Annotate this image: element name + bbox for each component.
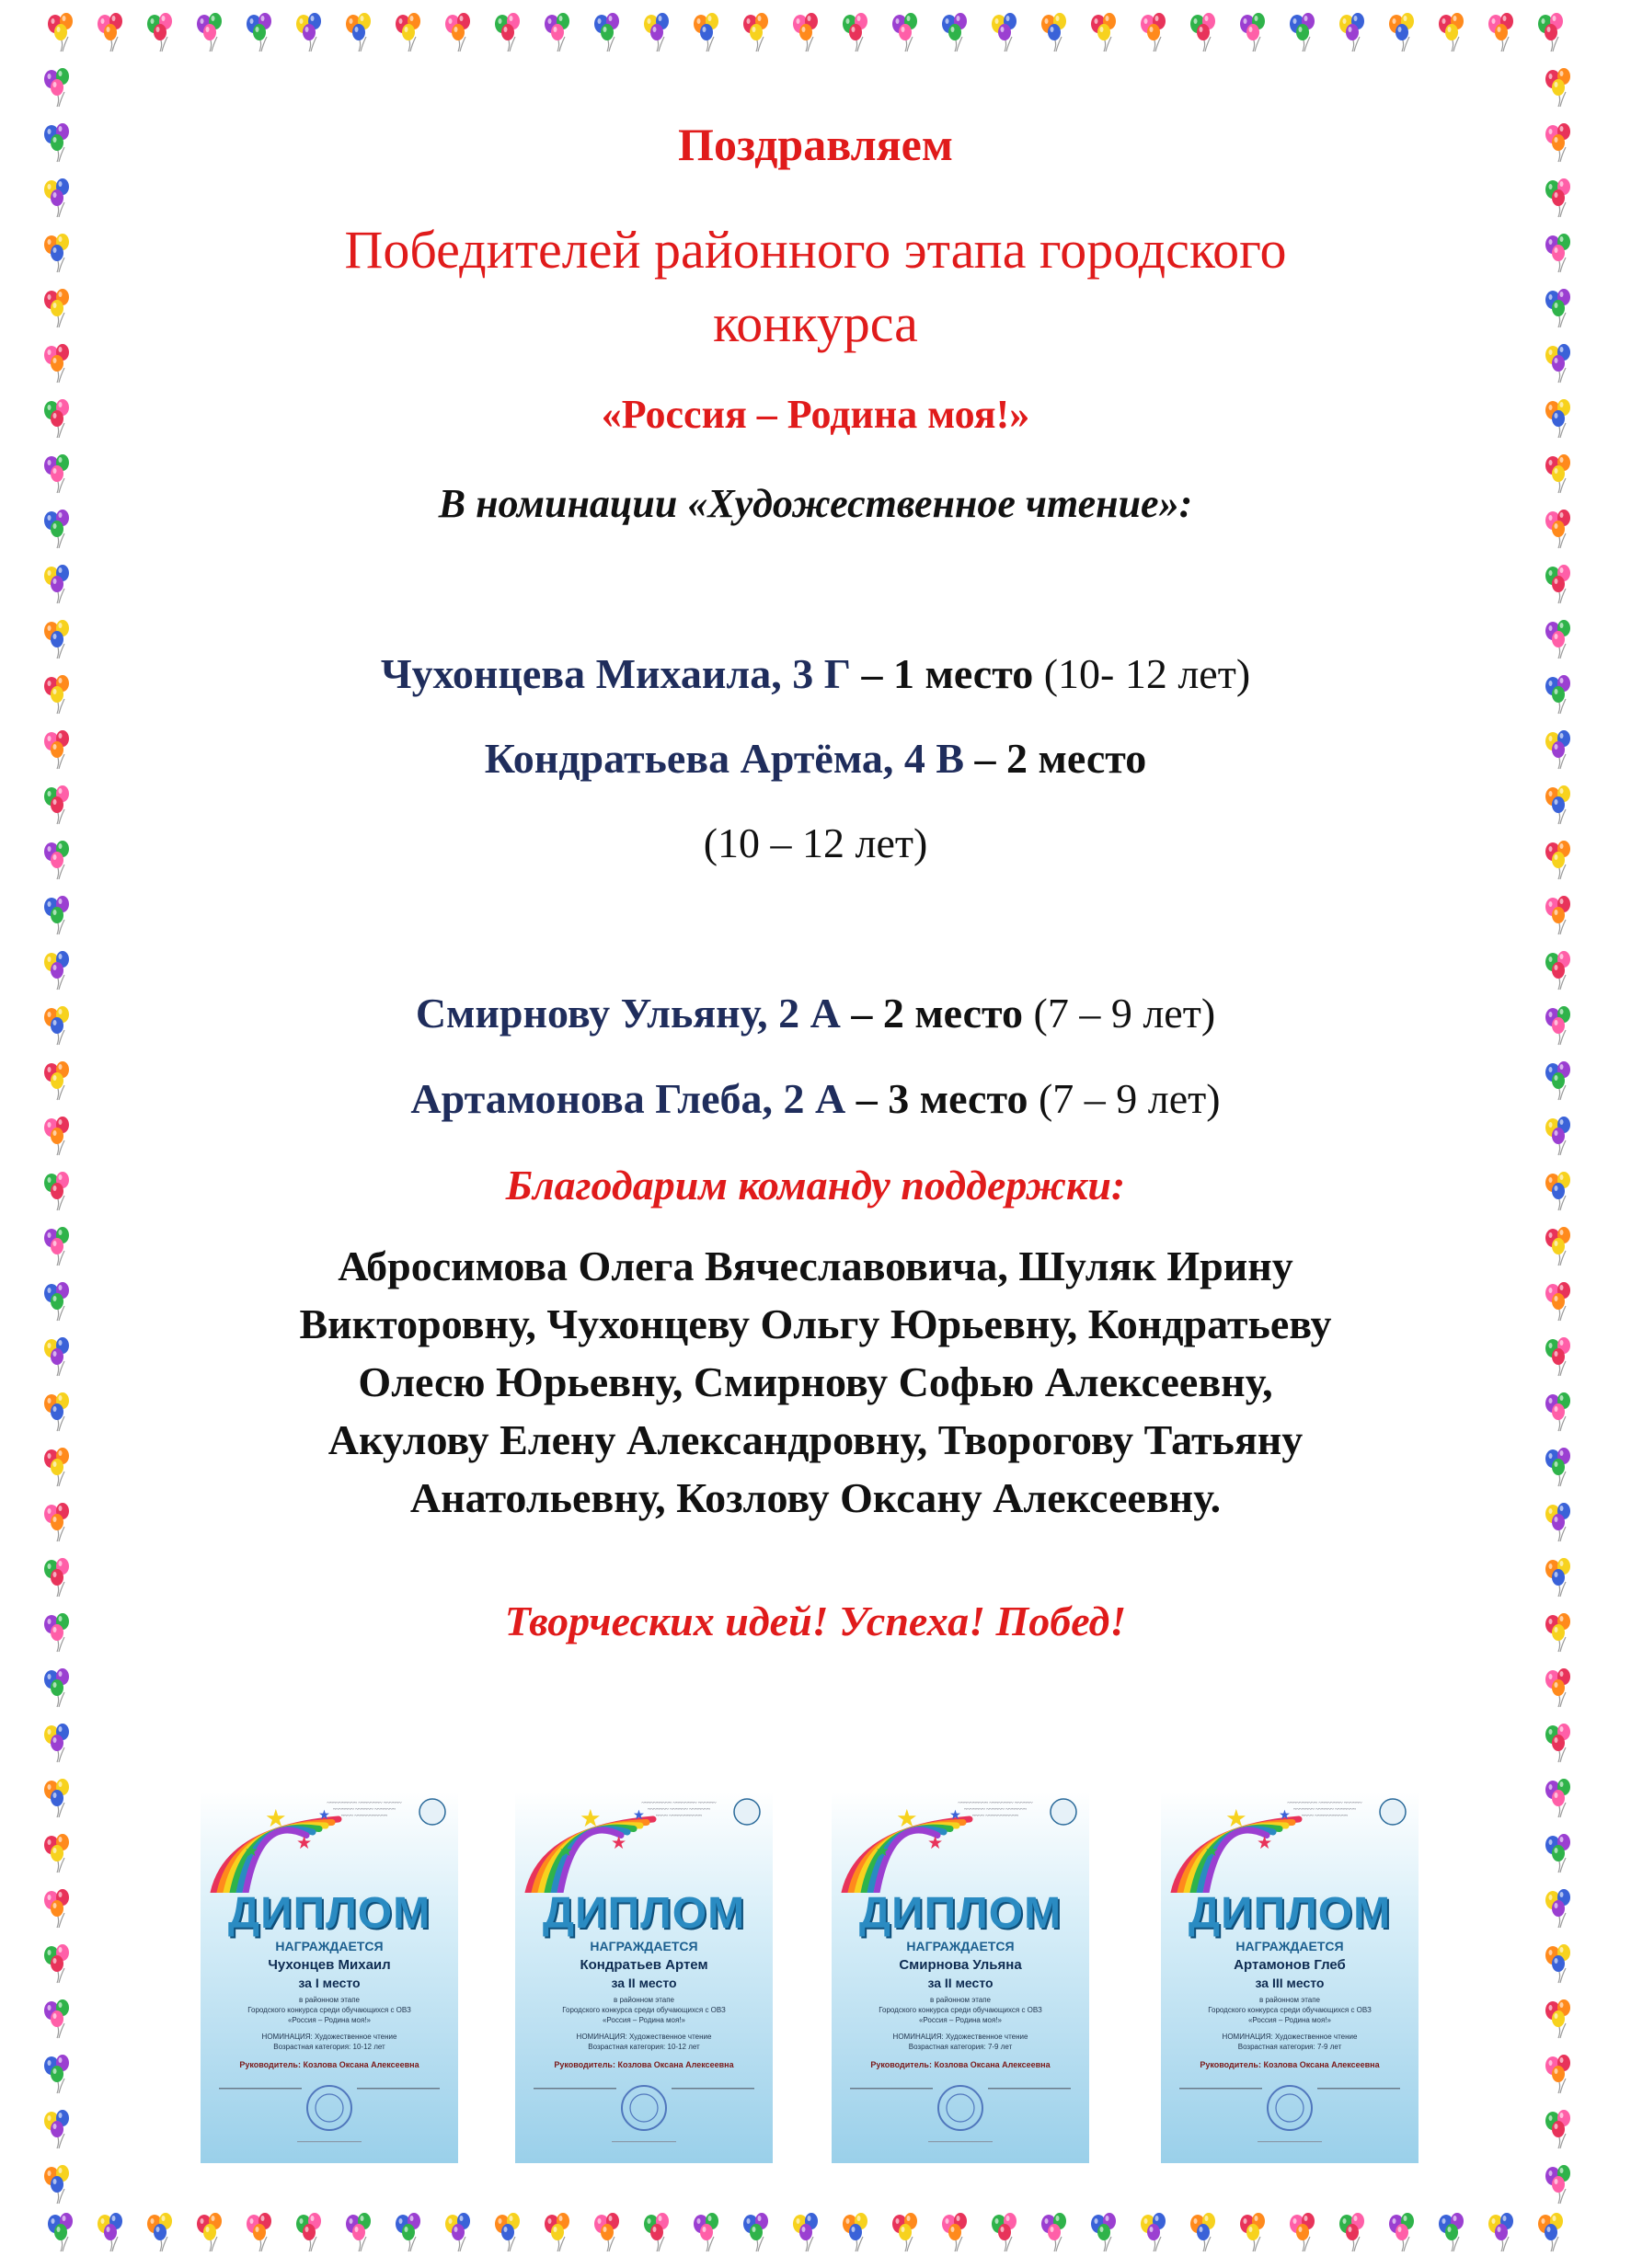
city-year-line: [1258, 2141, 1322, 2142]
diploma-place: за II место: [611, 1976, 677, 1990]
winner-4: [0, 1074, 1631, 1123]
balloon-cluster: [992, 13, 1017, 52]
thanks-line-1: Абросимова Олега Вячеславовича, Шуляк Ирину: [338, 1243, 1293, 1289]
balloon-cluster: [1389, 2213, 1414, 2251]
city-year-line: [612, 2141, 676, 2142]
balloon-cluster: [147, 2213, 172, 2251]
stamp-seal-inner: [630, 2094, 658, 2122]
balloon-cluster: [1545, 1779, 1570, 1817]
diploma-nomination: НОМИНАЦИЯ: Художественное чтение: [892, 2033, 1028, 2041]
balloon-cluster: [98, 2213, 122, 2251]
signature-line: [988, 2088, 1071, 2090]
balloon-cluster: [48, 13, 73, 52]
signature-line: [534, 2088, 616, 2090]
balloon-cluster: [843, 2213, 867, 2251]
thanks-line-4: Акулову Елену Александровну, Творогову Татьяну: [327, 1416, 1304, 1463]
winner-3-place: 2 место: [882, 990, 1024, 1037]
star-icon: ★: [927, 1832, 944, 1853]
diploma-1: [201, 1792, 458, 2163]
diploma-name: Кондратьев Артем: [580, 1957, 708, 1973]
star-icon: ★: [1279, 1808, 1291, 1823]
city-year-line: [928, 2141, 993, 2142]
winner-3-age: (7 – 9 лет): [1023, 990, 1216, 1037]
balloon-cluster: [44, 896, 69, 934]
balloon-cluster: [495, 2213, 520, 2251]
balloon-cluster: [1389, 13, 1414, 52]
balloon-cluster: [247, 2213, 271, 2251]
balloon-cluster: [1141, 13, 1166, 52]
star-icon: ★: [896, 1804, 918, 1833]
balloon-cluster: [1545, 2055, 1570, 2093]
diploma-line-2: Городского конкурса среди обучающихся с ОВЗ: [247, 2006, 411, 2014]
star-icon: ★: [949, 1808, 961, 1823]
winner-2: [0, 734, 1631, 783]
diploma-line-3: «Россия – Родина моя!»: [1247, 2016, 1331, 2024]
balloon-cluster: [44, 951, 69, 990]
thanks-line-5: Анатольевну, Козлову Оксану Алексеевну.: [409, 1474, 1222, 1521]
diploma-title: ДИПЛОМ: [227, 1889, 431, 1938]
balloon-cluster: [396, 13, 420, 52]
balloon-cluster: [644, 2213, 669, 2251]
wish-line: Творческих идей! Успеха! Побед!: [504, 1598, 1127, 1644]
balloon-cluster: [1141, 2213, 1166, 2251]
diploma-line-1: в районном этапе: [1258, 1996, 1320, 2004]
balloon-cluster: [1041, 2213, 1066, 2251]
diploma-line-2: Городского конкурса среди обучающихся с ОВЗ: [562, 2006, 726, 2014]
balloon-cluster: [1545, 2110, 1570, 2148]
balloon-cluster: [247, 13, 271, 52]
balloon-cluster: [44, 178, 69, 217]
diploma-leader: Руководитель: Козлова Оксана Алексеевна: [870, 2060, 1051, 2069]
diploma-awarded: НАГРАЖДАЕТСЯ: [275, 1939, 384, 1953]
signature-line: [1317, 2088, 1400, 2090]
thanks-line-3: Олесю Юрьевну, Смирнову Софью Алексеевну,: [358, 1358, 1273, 1405]
signature-line: [1179, 2088, 1262, 2090]
balloon-cluster: [1545, 1834, 1570, 1873]
balloon-cluster: [793, 13, 818, 52]
balloon-cluster: [1339, 2213, 1364, 2251]
balloon-cluster: [48, 2213, 73, 2251]
emblem-icon: [1380, 1799, 1406, 1825]
balloon-cluster: [545, 13, 569, 52]
balloon-cluster: [1190, 2213, 1215, 2251]
nomination-heading: В номинации «Художественное чтение»:: [438, 481, 1193, 526]
subtitle-line-1: Победителей районного этапа городского: [344, 220, 1287, 280]
balloon-cluster: [44, 1724, 69, 1762]
stamp-seal: [307, 2086, 351, 2130]
balloon-cluster: [1488, 2213, 1513, 2251]
balloon-cluster: [44, 1779, 69, 1817]
balloon-cluster: [98, 13, 122, 52]
balloon-cluster: [1545, 951, 1570, 990]
diploma-header-text: ~~~~~~~~~~ ~~~~~~~~ ~~~~~~ ~~~~~~~ ~~~~~~ ~~~~~~~ ~~~~ ~~~~~~~~~~~: [327, 1801, 402, 1819]
subtitle-line-2: конкурса: [713, 293, 918, 353]
diploma-awarded: НАГРАЖДАЕТСЯ: [1235, 1939, 1344, 1953]
balloon-cluster: [743, 2213, 768, 2251]
diploma-title: ДИПЛОМ: [858, 1889, 1062, 1938]
balloon-cluster: [594, 2213, 619, 2251]
diploma-name: Чухонцев Михаил: [268, 1957, 391, 1973]
diploma-seal: [515, 2077, 773, 2159]
stamp-seal-inner: [1276, 2094, 1304, 2122]
balloon-cluster: [694, 2213, 718, 2251]
balloon-cluster: [396, 2213, 420, 2251]
page-title: Поздравляем: [678, 119, 953, 170]
balloon-cluster: [1545, 565, 1570, 603]
winner-3: [0, 989, 1631, 1037]
diploma-line-1: в районном этапе: [298, 1996, 360, 2004]
balloon-cluster: [892, 13, 917, 52]
diploma-nomination: НОМИНАЦИЯ: Художественное чтение: [1222, 2033, 1358, 2041]
stamp-seal: [622, 2086, 666, 2130]
diploma-seal: [201, 2077, 458, 2159]
balloon-cluster: [44, 1944, 69, 1983]
balloon-cluster: [793, 2213, 818, 2251]
diploma-age: Возрастная категория: 7-9 лет: [1237, 2043, 1342, 2051]
balloon-cluster: [743, 13, 768, 52]
diploma-title: ДИПЛОМ: [542, 1889, 746, 1938]
balloon-cluster: [147, 13, 172, 52]
balloon-cluster: [1439, 13, 1464, 52]
balloon-cluster: [445, 13, 470, 52]
diploma-awarded: НАГРАЖДАЕТСЯ: [590, 1939, 698, 1953]
balloon-cluster: [1545, 1724, 1570, 1762]
winner-2-dash: –: [964, 735, 1007, 782]
diploma-awarded: НАГРАЖДАЕТСЯ: [906, 1939, 1015, 1953]
balloon-cluster: [44, 1558, 69, 1597]
winner-2-name: Кондратьева Артёма, 4 В: [484, 735, 965, 782]
star-icon: ★: [296, 1832, 313, 1853]
balloon-cluster: [1488, 13, 1513, 52]
balloon-cluster: [44, 1999, 69, 2038]
diploma-name: Смирнова Ульяна: [899, 1957, 1022, 1973]
winner-3-name: Смирнову Ульяну, 2 А: [415, 990, 841, 1037]
diploma-place: за I место: [298, 1976, 361, 1990]
balloon-cluster: [694, 13, 718, 52]
star-icon: ★: [1205, 1841, 1220, 1860]
winner-1-age: (10- 12 лет): [1033, 650, 1251, 697]
stamp-seal-inner: [316, 2094, 343, 2122]
balloon-cluster: [44, 1668, 69, 1707]
diploma-4: [1161, 1792, 1419, 2163]
diploma-seal: [1161, 2077, 1419, 2159]
signature-line: [672, 2088, 754, 2090]
balloon-cluster: [1290, 13, 1315, 52]
diploma-line-3: «Россия – Родина моя!»: [918, 2016, 1002, 2024]
balloon-cluster: [1545, 1944, 1570, 1983]
balloon-cluster: [1545, 1558, 1570, 1597]
balloon-cluster: [1538, 2213, 1563, 2251]
stamp-seal-inner: [947, 2094, 974, 2122]
balloon-cluster: [1545, 178, 1570, 217]
winner-4-dash: –: [845, 1075, 889, 1122]
thanks-line-2: Викторовну, Чухонцеву Ольгу Юрьевну, Кондратьеву: [299, 1300, 1332, 1347]
diploma-age: Возрастная категория: 10-12 лет: [273, 2043, 385, 2051]
balloon-cluster: [44, 2055, 69, 2093]
balloon-cluster: [1190, 13, 1215, 52]
balloon-cluster: [1545, 68, 1570, 107]
diploma-header-text: ~~~~~~~~~~ ~~~~~~~~ ~~~~~~ ~~~~~~~ ~~~~~~ ~~~~~~~ ~~~~ ~~~~~~~~~~~: [958, 1801, 1033, 1819]
city-year-line: [297, 2141, 362, 2142]
diploma-3: [832, 1792, 1089, 2163]
winner-2-place: 2 место: [1006, 735, 1147, 782]
balloon-cluster: [1240, 13, 1265, 52]
balloon-cluster: [644, 13, 669, 52]
balloon-cluster: [942, 2213, 967, 2251]
balloon-cluster: [1545, 2165, 1570, 2204]
balloon-cluster: [1240, 2213, 1265, 2251]
balloon-cluster: [892, 2213, 917, 2251]
balloon-cluster: [1545, 896, 1570, 934]
balloon-cluster: [1538, 13, 1563, 52]
balloon-cluster: [992, 2213, 1017, 2251]
balloon-cluster: [44, 1834, 69, 1873]
star-icon: ★: [245, 1841, 259, 1860]
star-icon: ★: [559, 1841, 574, 1860]
diploma-age: Возрастная категория: 10-12 лет: [588, 2043, 700, 2051]
diploma-age: Возрастная категория: 7-9 лет: [908, 2043, 1013, 2051]
balloon-cluster: [495, 13, 520, 52]
star-icon: ★: [1257, 1832, 1273, 1853]
balloon-cluster: [296, 13, 321, 52]
star-icon: ★: [611, 1832, 627, 1853]
winner-1: [0, 649, 1631, 698]
star-icon: ★: [1225, 1804, 1247, 1833]
balloon-cluster: [44, 2110, 69, 2148]
balloon-cluster: [197, 13, 222, 52]
diploma-seal: [832, 2077, 1089, 2159]
balloon-cluster: [1041, 13, 1066, 52]
emblem-icon: [419, 1799, 445, 1825]
diploma-header-text: ~~~~~~~~~~ ~~~~~~~~ ~~~~~~ ~~~~~~~ ~~~~~~ ~~~~~~~ ~~~~ ~~~~~~~~~~~: [641, 1801, 717, 1819]
diploma-2: [515, 1792, 773, 2163]
balloon-cluster: [445, 2213, 470, 2251]
balloon-cluster: [44, 2165, 69, 2204]
diploma-leader: Руководитель: Козлова Оксана Алексеевна: [1200, 2060, 1380, 2069]
thanks-heading: Благодарим команду поддержки:: [505, 1162, 1126, 1208]
balloon-cluster: [1439, 2213, 1464, 2251]
balloon-cluster: [44, 1889, 69, 1928]
star-icon: ★: [876, 1841, 890, 1860]
diploma-line-1: в районном этапе: [613, 1996, 674, 2004]
balloon-cluster: [44, 68, 69, 107]
diploma-line-2: Городского конкурса среди обучающихся с ОВЗ: [879, 2006, 1042, 2014]
balloon-cluster: [1339, 13, 1364, 52]
diploma-header-text: ~~~~~~~~~~ ~~~~~~~~ ~~~~~~ ~~~~~~~ ~~~~~~ ~~~~~~~ ~~~~ ~~~~~~~~~~~: [1287, 1801, 1362, 1819]
balloon-cluster: [1545, 1889, 1570, 1928]
signature-line: [357, 2088, 440, 2090]
balloon-cluster: [843, 13, 867, 52]
balloon-cluster: [1545, 1668, 1570, 1707]
winner-1-name: Чухонцева Михаила, 3 Г: [380, 650, 851, 697]
diploma-place: за II место: [927, 1976, 994, 1990]
diploma-line-1: в районном этапе: [929, 1996, 991, 2004]
stamp-seal: [1268, 2086, 1312, 2130]
winner-4-age: (7 – 9 лет): [1028, 1075, 1221, 1122]
balloon-cluster: [44, 565, 69, 603]
star-icon: ★: [265, 1804, 287, 1833]
balloon-cluster: [1091, 2213, 1116, 2251]
star-icon: ★: [318, 1808, 330, 1823]
emblem-icon: [1051, 1799, 1076, 1825]
balloon-cluster: [942, 13, 967, 52]
diploma-line-3: «Россия – Родина моя!»: [602, 2016, 685, 2024]
star-icon: ★: [580, 1804, 602, 1833]
balloon-cluster: [346, 13, 371, 52]
diploma-nomination: НОМИНАЦИЯ: Художественное чтение: [576, 2033, 712, 2041]
winner-4-place: 3 место: [888, 1075, 1028, 1122]
winner-1-dash: –: [851, 650, 893, 697]
balloon-cluster: [346, 2213, 371, 2251]
diploma-leader: Руководитель: Козлова Оксана Алексеевна: [239, 2060, 419, 2069]
contest-name: «Россия – Родина моя!»: [601, 392, 1030, 437]
winner-3-dash: –: [840, 990, 883, 1037]
balloon-cluster: [296, 2213, 321, 2251]
signature-line: [219, 2088, 302, 2090]
diploma-place: за III место: [1255, 1976, 1325, 1990]
winner-2-age: (10 – 12 лет): [703, 819, 928, 866]
diploma-title: ДИПЛОМ: [1188, 1889, 1392, 1938]
balloon-cluster: [545, 2213, 569, 2251]
diploma-leader: Руководитель: Козлова Оксана Алексеевна: [554, 2060, 734, 2069]
balloon-cluster: [1091, 13, 1116, 52]
winner-4-name: Артамонова Глеба, 2 А: [410, 1075, 846, 1122]
diploma-name: Артамонов Глеб: [1234, 1957, 1346, 1973]
diploma-line-3: «Россия – Родина моя!»: [287, 2016, 371, 2024]
balloon-cluster: [594, 13, 619, 52]
stamp-seal: [938, 2086, 982, 2130]
balloon-cluster: [197, 2213, 222, 2251]
diploma-nomination: НОМИНАЦИЯ: Художественное чтение: [261, 2033, 397, 2041]
winner-1-place: 1 место: [893, 650, 1034, 697]
balloon-cluster: [1290, 2213, 1315, 2251]
emblem-icon: [734, 1799, 760, 1825]
diploma-line-2: Городского конкурса среди обучающихся с ОВЗ: [1208, 2006, 1372, 2014]
signature-line: [850, 2088, 933, 2090]
balloon-cluster: [1545, 1999, 1570, 2038]
star-icon: ★: [633, 1808, 645, 1823]
